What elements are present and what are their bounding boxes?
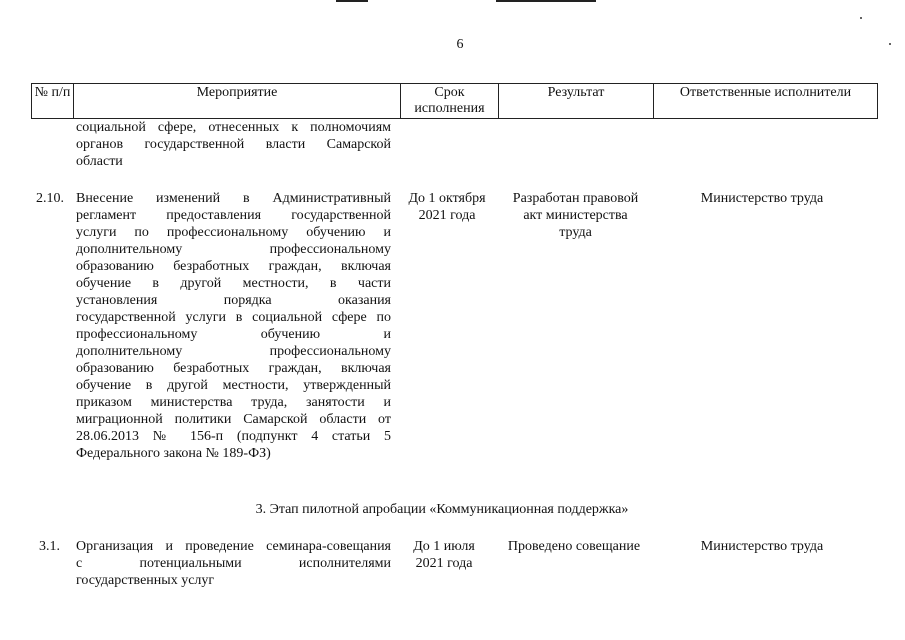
continuation-text (76, 119, 391, 170)
event-line: Федерального закона № 189-ФЗ) (76, 446, 271, 461)
event-line: дополнительному профессиональному (76, 242, 391, 257)
header-responsible: Ответственные исполнители (654, 84, 878, 118)
row-2-10-term (398, 190, 496, 224)
top-border-fragment-right (496, 0, 596, 2)
event-line: образованию безработных граждан, включая (76, 259, 391, 274)
event-line: образованию безработных граждан, включая (76, 361, 391, 376)
header-term (401, 84, 499, 118)
term-line: До 1 октября (408, 191, 486, 206)
event-line: обучение в другой местности, утвержденный (76, 378, 391, 393)
event-line: профессиональному обучению и (76, 327, 391, 342)
term-line: 2021 года (415, 556, 473, 571)
row-3-1-result: Проведено совещание (507, 539, 641, 554)
header-num: № п/п (32, 84, 74, 118)
header-result: Результат (499, 84, 654, 118)
event-line: регламент предоставления государственной (76, 208, 391, 223)
term-line: 2021 года (418, 208, 476, 223)
section-3-title: 3. Этап пилотной апробации «Коммуникационная поддержка» (255, 502, 629, 517)
row-2-10-responsible: Министерство труда (700, 191, 824, 206)
event-line: обучение в другой местности, в части (76, 276, 391, 291)
result-line: Разработан правовой (512, 191, 639, 206)
row-3-1-event (76, 538, 391, 589)
result-line: труда (559, 225, 592, 240)
result-line: акт министерства (523, 208, 628, 223)
continuation-line: области (76, 154, 123, 169)
header-term-line1: Срок (434, 85, 465, 100)
event-line: услуги по профессиональному обучению и (76, 225, 391, 240)
header-term-line2: исполнения (414, 101, 485, 116)
event-line: дополнительному профессиональному (76, 344, 391, 359)
row-2-10-num: 2.10. (36, 191, 64, 206)
row-2-10-result (498, 190, 653, 241)
event-line: установления порядка оказания (76, 293, 391, 308)
continuation-line: социальной сфере, отнесенных к полномочиям (76, 120, 391, 135)
event-line: государственной услуги в социальной сфере по (76, 310, 391, 325)
row-3-1-num: 3.1. (39, 539, 60, 554)
row-2-10-event (76, 190, 391, 462)
event-line: Внесение изменений в Административный (76, 191, 391, 206)
row-3-1-term (398, 538, 490, 572)
scan-speck (860, 17, 862, 19)
event-line: с потенциальными исполнителями (76, 556, 391, 571)
scan-speck (889, 43, 891, 45)
row-3-1-responsible: Министерство труда (700, 539, 824, 554)
term-line: До 1 июля (413, 539, 475, 554)
page-number: 6 (456, 37, 464, 52)
continuation-line: органов государственной власти Самарской (76, 137, 391, 152)
header-event: Мероприятие (74, 84, 401, 118)
event-line: государственных услуг (76, 573, 215, 588)
table-header (31, 83, 878, 119)
event-line: Организация и проведение семинара-совещания (76, 539, 391, 554)
event-line: приказом министерства труда, занятости и (76, 395, 391, 410)
event-line: 28.06.2013 № 156-п (подпункт 4 статьи 5 (76, 429, 391, 444)
top-border-fragment-left (336, 0, 368, 2)
event-line: миграционной политики Самарской области от (76, 412, 391, 427)
